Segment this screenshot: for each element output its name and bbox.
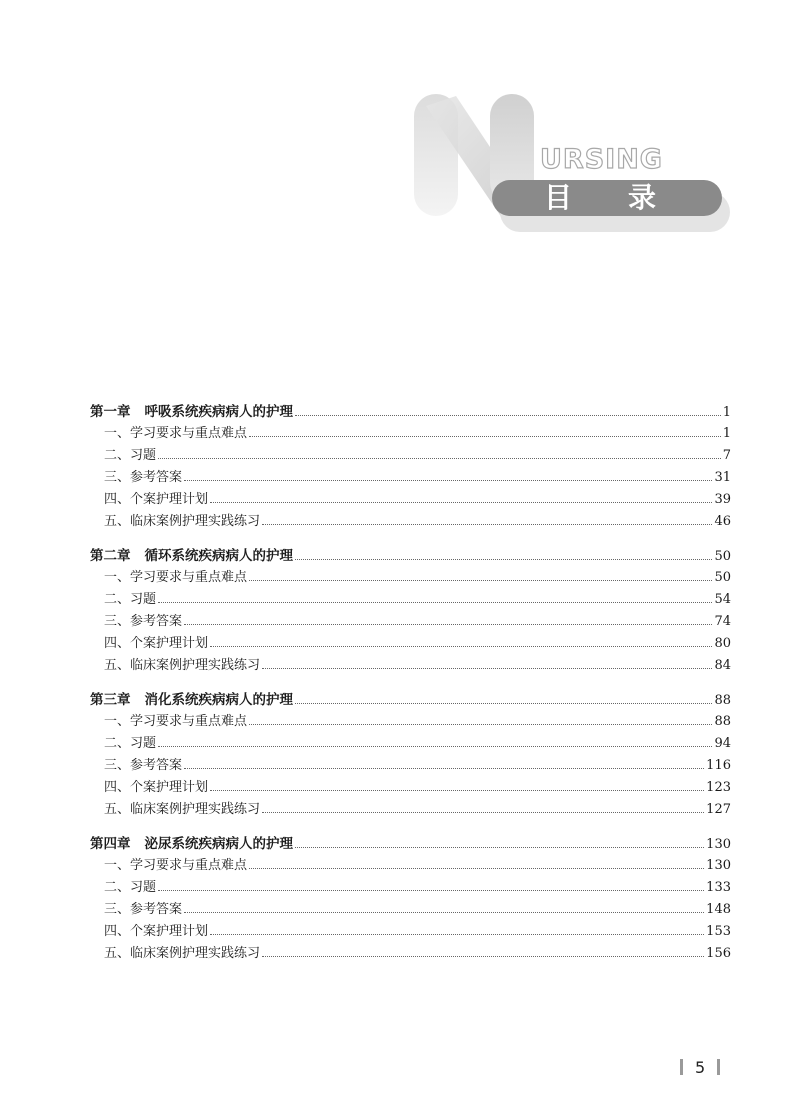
section-title: 二、习题 [104,880,157,895]
dot-leader [262,668,712,669]
page-ref: 148 [706,902,731,917]
section-title: 五、临床案例护理实践练习 [104,514,261,529]
dot-leader [210,502,712,503]
section-title: 一、学习要求与重点难点 [104,714,248,729]
page-ref: 156 [706,946,731,961]
page-ref: 31 [714,470,731,485]
dot-leader [158,890,704,891]
page-ref: 50 [714,570,731,585]
dot-leader [262,812,704,813]
table-of-contents [90,401,731,977]
dot-leader [295,559,712,560]
logo-word: URSING [540,144,663,175]
dot-leader [210,934,704,935]
chapter-block [90,545,731,677]
toc-entry[interactable] [90,755,731,777]
page-ref: 7 [722,448,731,463]
dot-leader [210,790,704,791]
chapter-heading[interactable] [90,545,731,567]
toc-entry[interactable] [90,799,731,821]
page-ref: 94 [714,736,731,751]
section-title: 三、参考答案 [104,758,183,773]
section-title: 二、习题 [104,448,157,463]
toc-entry[interactable] [90,711,731,733]
dot-leader [249,580,712,581]
section-title: 四、个案护理计划 [104,780,209,795]
toc-entry[interactable] [90,877,731,899]
toc-entry[interactable] [90,733,731,755]
toc-entry[interactable] [90,467,731,489]
toc-entry[interactable] [90,511,731,533]
chapter-block [90,689,731,821]
page-ref: 116 [706,758,731,773]
section-title: 二、习题 [104,592,157,607]
toc-entry[interactable] [90,899,731,921]
dot-leader [249,436,721,437]
chapter-number: 第一章 [90,404,131,420]
chapter-title: 泌尿系统疾病病人的护理 [144,836,293,852]
dot-leader [295,415,721,416]
chapter-title: 循环系统疾病病人的护理 [144,548,293,564]
page-ref: 84 [714,658,731,673]
chapter-heading[interactable] [90,833,731,855]
section-title: 一、学习要求与重点难点 [104,426,248,441]
section-title: 五、临床案例护理实践练习 [104,946,261,961]
page-ref: 46 [714,514,731,529]
toc-entry[interactable] [90,567,731,589]
page-ref: 80 [714,636,731,651]
section-title: 四、个案护理计划 [104,636,209,651]
toc-entry[interactable] [90,921,731,943]
page-ref: 54 [714,592,731,607]
toc-entry[interactable] [90,855,731,877]
toc-entry[interactable] [90,655,731,677]
chapter-number: 第四章 [90,836,131,852]
dot-leader [158,458,721,459]
page-ref: 50 [714,549,731,564]
dot-leader [210,646,712,647]
dot-leader [184,912,704,913]
dot-leader [184,768,704,769]
dot-leader [295,703,712,704]
page-ref: 130 [706,858,731,873]
section-title: 四、个案护理计划 [104,924,209,939]
dot-leader [158,746,712,747]
page-ref: 123 [706,780,731,795]
dot-leader [249,868,704,869]
toc-entry[interactable] [90,633,731,655]
toc-entry[interactable] [90,489,731,511]
toc-entry[interactable] [90,777,731,799]
section-title: 一、学习要求与重点难点 [104,858,248,873]
toc-entry[interactable] [90,589,731,611]
dot-leader [262,524,712,525]
section-title: 五、临床案例护理实践练习 [104,802,261,817]
page-ref: 39 [714,492,731,507]
nursing-logo [412,92,742,242]
page-ref: 153 [706,924,731,939]
section-title: 二、习题 [104,736,157,751]
page-title: 目 录 [543,181,670,214]
toc-entry[interactable] [90,943,731,965]
page-ref: 130 [706,837,731,852]
chapter-number: 第三章 [90,692,131,708]
page-ref: 1 [722,405,731,420]
section-title: 五、临床案例护理实践练习 [104,658,261,673]
chapter-title: 消化系统疾病病人的护理 [144,692,293,708]
page-number: 5 [695,1057,706,1077]
dot-leader [249,724,712,725]
chapter-block [90,833,731,965]
section-title: 三、参考答案 [104,470,183,485]
dot-leader [184,480,712,481]
page-number-footer [680,1057,720,1077]
section-title: 三、参考答案 [104,902,183,917]
section-title: 四、个案护理计划 [104,492,209,507]
page-ref: 88 [714,693,731,708]
section-title: 一、学习要求与重点难点 [104,570,248,585]
chapter-block [90,401,731,533]
chapter-number: 第二章 [90,548,131,564]
page-ref: 88 [714,714,731,729]
divider [680,1059,683,1075]
dot-leader [158,602,712,603]
page-ref: 133 [706,880,731,895]
dot-leader [184,624,712,625]
page-ref: 127 [706,802,731,817]
chapter-heading[interactable] [90,689,731,711]
page-ref: 1 [722,426,731,441]
page-ref: 74 [714,614,731,629]
toc-entry[interactable] [90,611,731,633]
dot-leader [295,847,704,848]
section-title: 三、参考答案 [104,614,183,629]
chapter-title: 呼吸系统疾病病人的护理 [144,404,293,420]
toc-entry[interactable] [90,445,731,467]
chapter-heading[interactable] [90,401,731,423]
divider [717,1059,720,1075]
dot-leader [262,956,704,957]
toc-entry[interactable] [90,423,731,445]
